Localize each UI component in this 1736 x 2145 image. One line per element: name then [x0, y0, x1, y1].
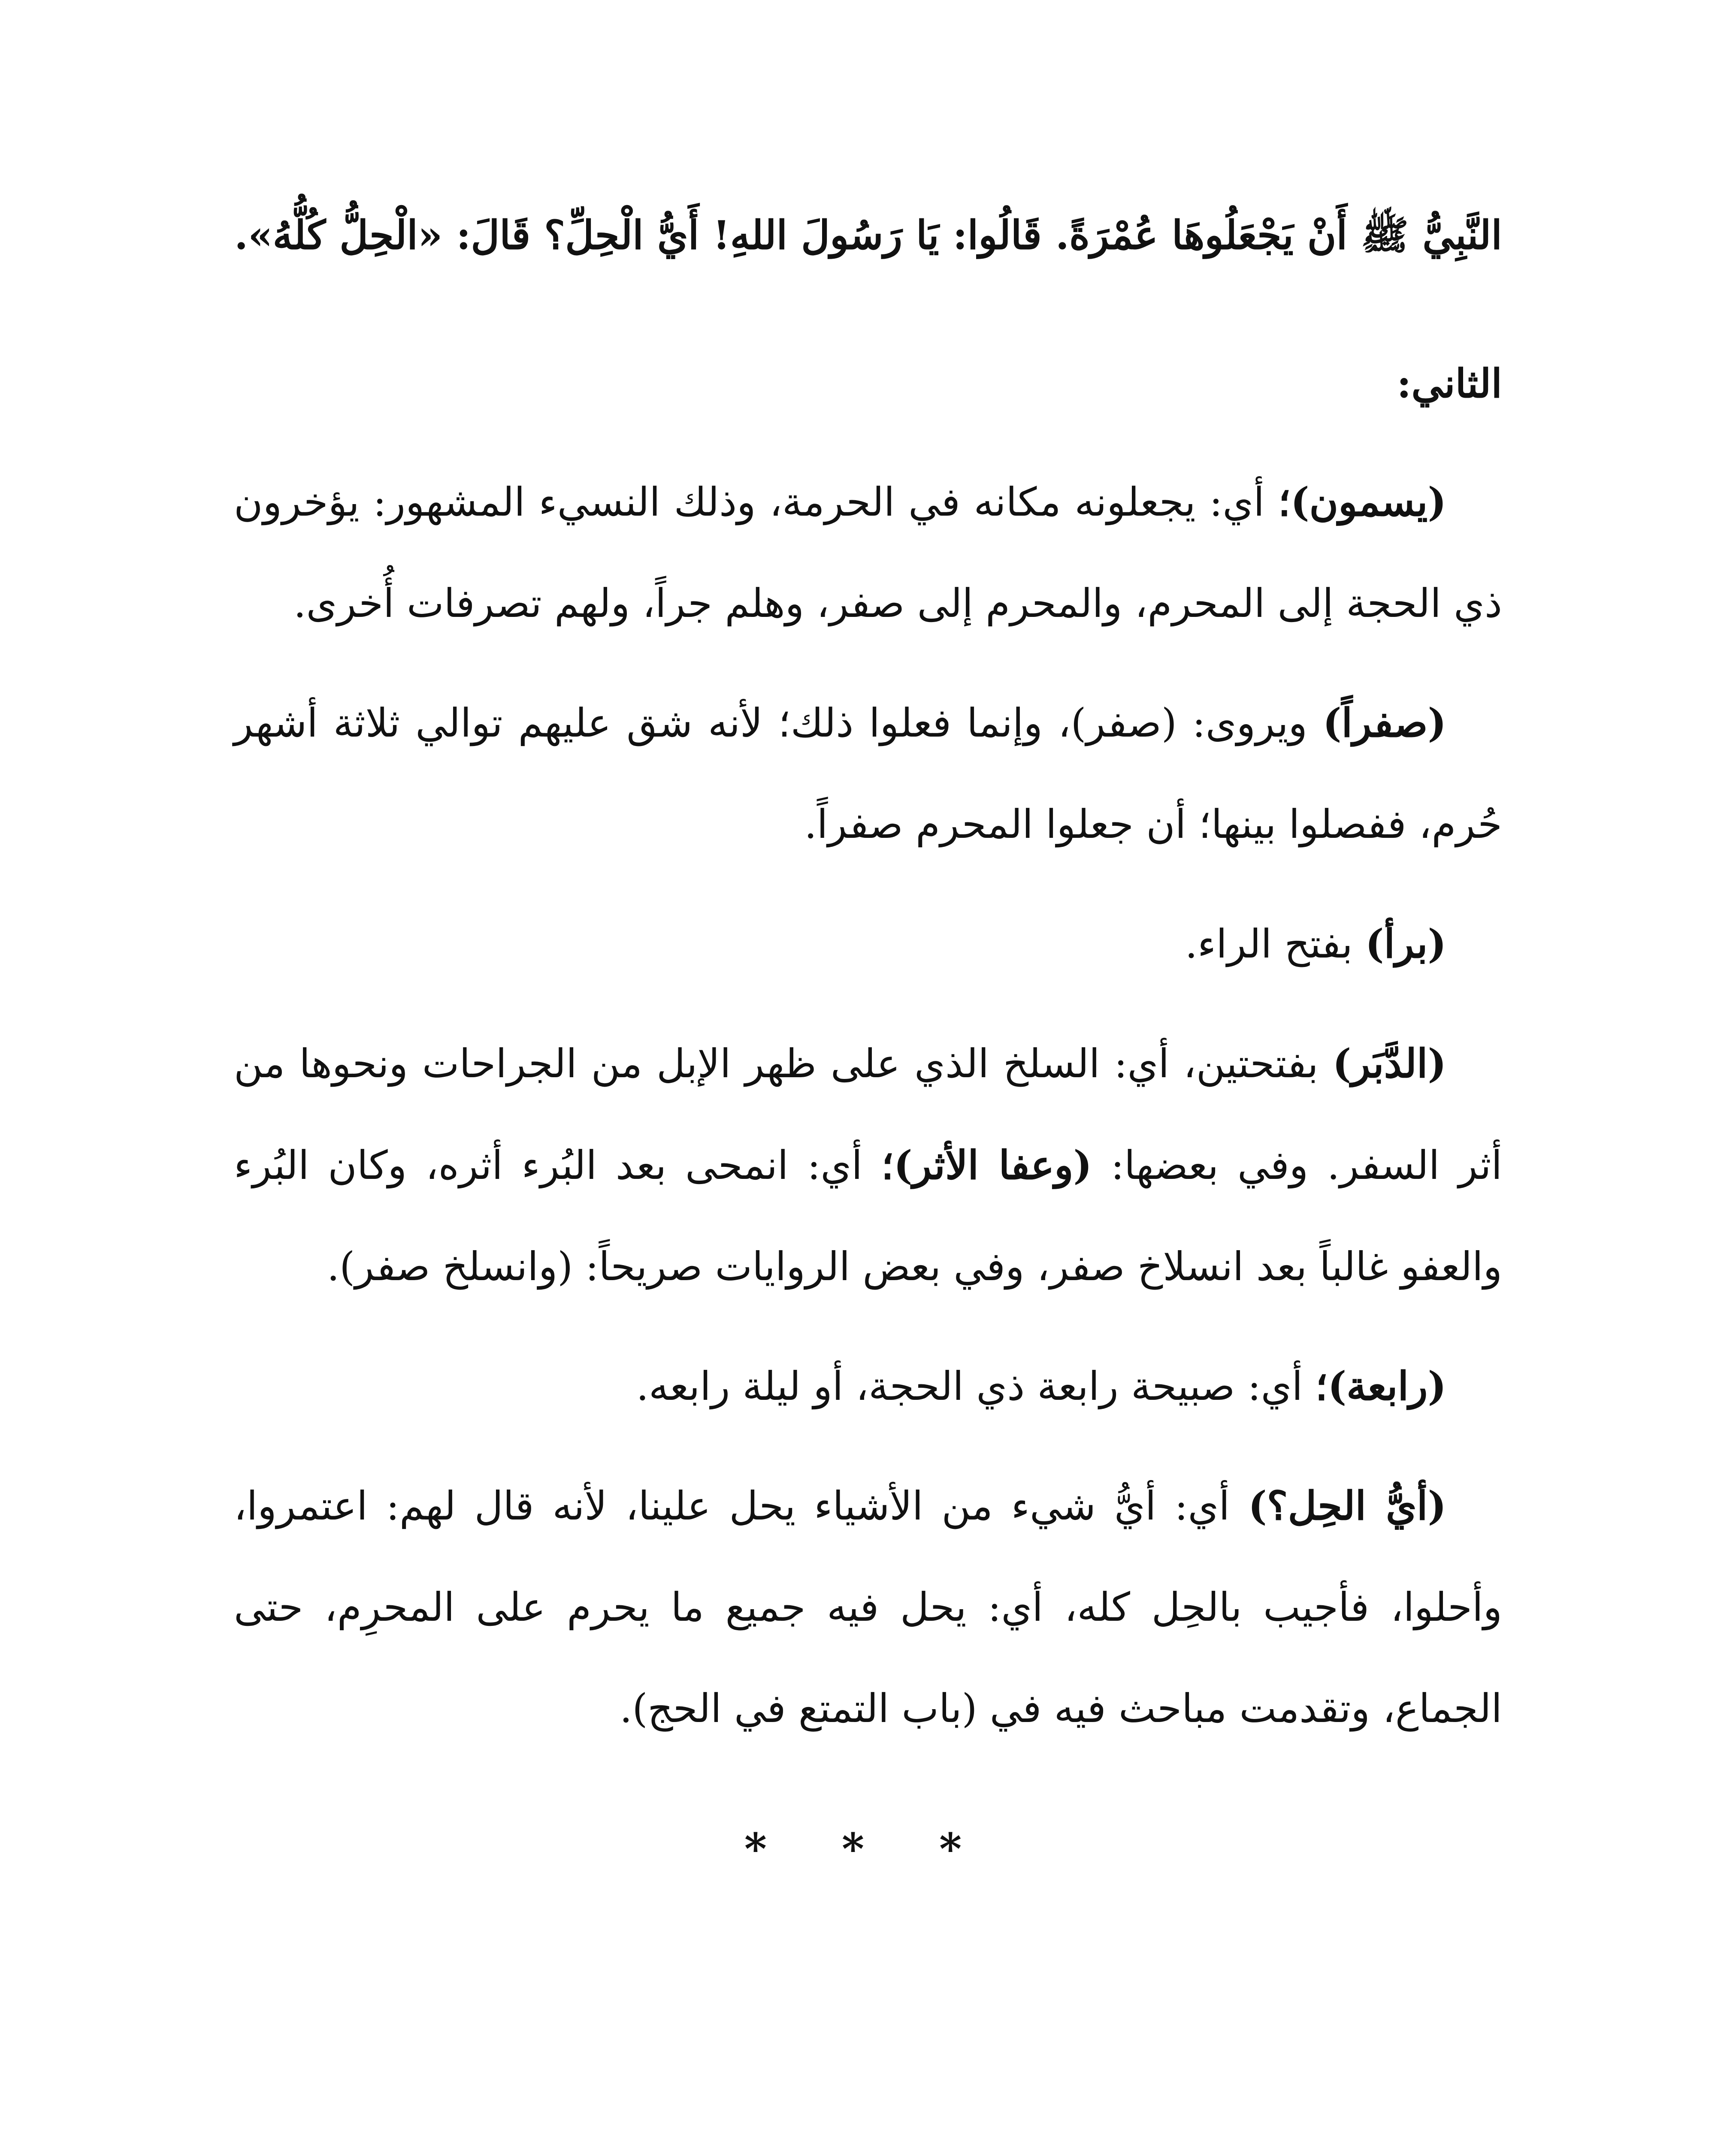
explanation: أي: انمحى بعد البُرء أثره، وكان البُرء والعفو غالباً بعد انسلاخ صفر، وفي بعض الروايات صريحاً: (وانسلخ صفر). [234, 1142, 1502, 1290]
commentary-paragraph [234, 672, 1502, 875]
term: (رابعة)؛ [1315, 1363, 1446, 1409]
explanation: بفتح الراء. [1185, 921, 1365, 967]
hadith-line: النَّبِيُّ ﷺ أَنْ يَجْعَلُوهَا عُمْرَةً. قَالُوا: يَا رَسُولَ اللهِ! أَيُّ الْحِلِّ؟ قَالَ: «الْحِلُّ كُلُّهُ». [234, 212, 1502, 258]
term: (يسمون)؛ [1278, 479, 1446, 525]
term: (برأ) [1365, 921, 1446, 967]
hadith-text [234, 184, 1502, 286]
term: (أيُّ الحِل؟) [1248, 1483, 1447, 1529]
commentary-paragraph [234, 1335, 1502, 1437]
explanation: أي: يجعلونه مكانه في الحرمة، وذلك النسيء المشهور: يؤخرون ذي الحجة إلى المحرم، والمحرم إلى صفر، وهلم جراً، ولهم تصرفات أُخرى. [234, 479, 1502, 626]
commentary-paragraph [234, 1455, 1502, 1759]
term: (صفراً) [1322, 700, 1446, 746]
commentary-paragraph [234, 451, 1502, 654]
section-separator: * * * [744, 1824, 992, 1874]
explanation: بفتحتين، أي: السلخ الذي على ظهر الإبل من الجراحات ونحوها من أثر السفر. وفي بعضها: [234, 1041, 1503, 1188]
section-heading: الثاني: [1397, 360, 1502, 407]
explanation: ويروى: (صفر)، وإنما فعلوا ذلك؛ لأنه شق عليهم توالي ثلاثة أشهر حُرم، ففصلوا بينها؛ أن جعلوا المحرم صفراً. [234, 700, 1502, 847]
explanation: أي: أيُّ شيء من الأشياء يحل علينا، لأنه قال لهم: اعتمروا، وأحلوا، فأجيب بالحِل كله، أي: يحل فيه جميع ما يحرم على المحرِم، حتى الجماع، وتقدمت مباحث فيه في (باب التمتع في الحج). [234, 1483, 1502, 1731]
commentary-paragraph [234, 893, 1502, 995]
explanation: أي: صبيحة رابعة ذي الحجة، أو ليلة رابعه. [636, 1363, 1316, 1409]
commentary-paragraph [234, 1013, 1502, 1317]
term: (وعفا الأثر)؛ [881, 1142, 1092, 1188]
term: (الدَّبَر) [1332, 1040, 1446, 1087]
